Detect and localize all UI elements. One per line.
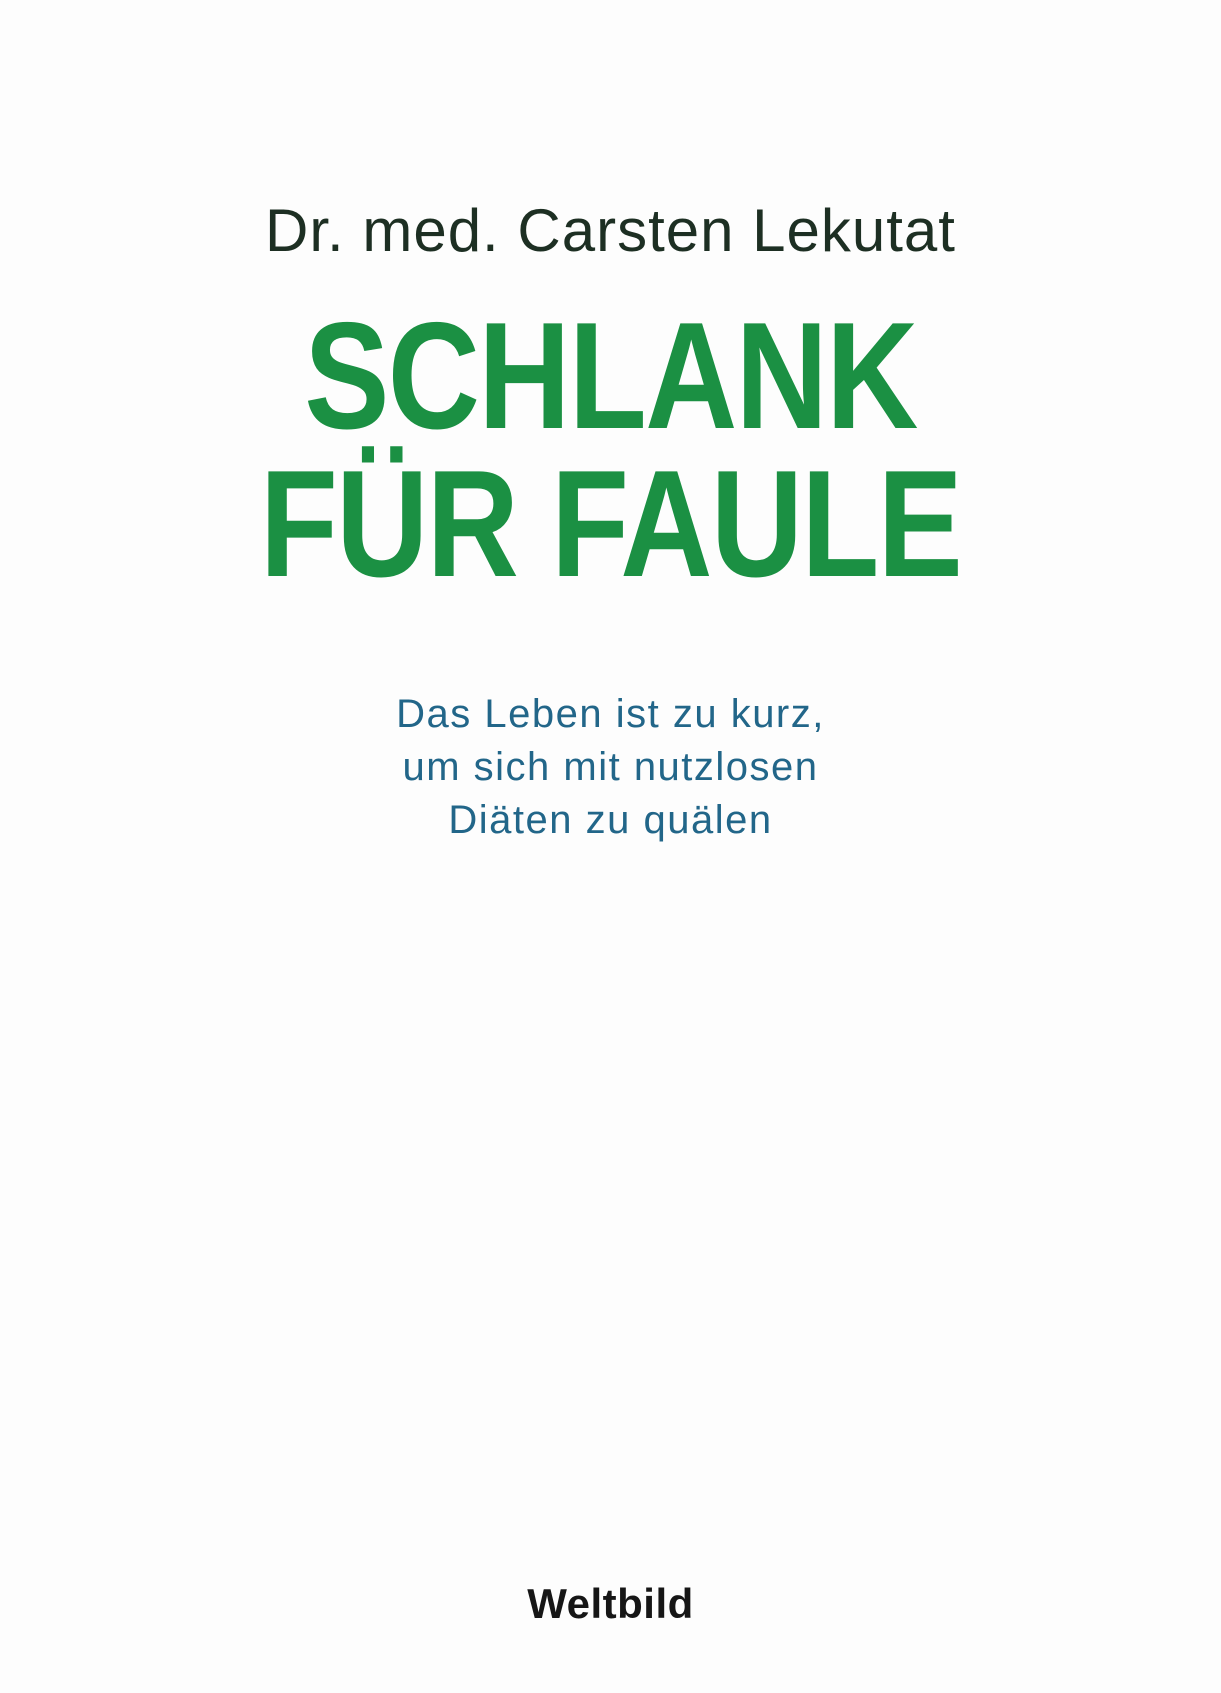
subtitle-line-2: um sich mit nutzlosen [402,745,819,789]
book-title [0,291,1221,609]
subtitle-line-1: Das Leben ist zu kurz, [396,692,825,736]
book-title-line-2: FÜR FAULE [259,439,962,609]
book-subtitle [0,688,1221,847]
author-name: Dr. med. Carsten Lekutat [265,197,956,264]
book-title-line-1: SCHLANK [304,291,917,461]
publisher-logo: Weltbild [527,1580,694,1627]
subtitle-line-3: Diäten zu quälen [448,798,773,842]
